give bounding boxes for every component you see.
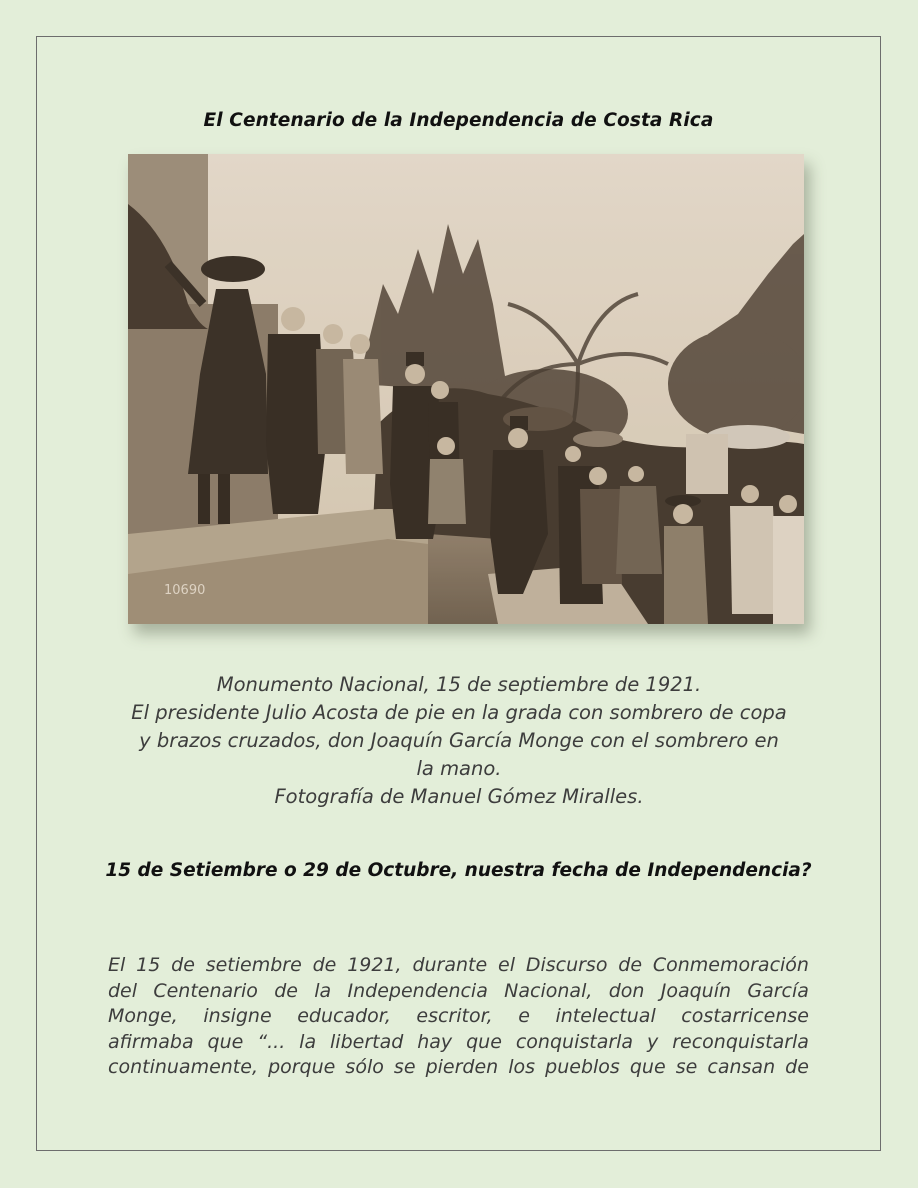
word: Centenario [153, 979, 258, 1002]
word: Conmemoración [652, 954, 809, 976]
word: 15 [136, 954, 161, 976]
archive-number: 10690 [164, 583, 206, 598]
word: setiembre [205, 954, 302, 976]
word: de [171, 954, 195, 976]
word: García [747, 979, 809, 1002]
word: escritor, [416, 1005, 493, 1027]
word: de [312, 954, 337, 976]
word: e [518, 1005, 530, 1027]
word: hay [417, 1030, 453, 1053]
word: Discurso [525, 954, 608, 976]
word: que [207, 1030, 244, 1053]
word: El [108, 954, 126, 976]
word: Nacional, [504, 979, 593, 1002]
historical-photograph [128, 154, 804, 624]
word: y [647, 1030, 659, 1053]
word: don [608, 979, 645, 1002]
document-title: El Centenario de la Independencia de Costa Rica [203, 110, 714, 131]
word: insigne [203, 1005, 272, 1027]
word: porque [268, 1056, 336, 1078]
word: educador, [297, 1005, 391, 1027]
body-paragraph [108, 953, 809, 1081]
word: libertad [330, 1030, 404, 1053]
photo-caption [100, 671, 818, 811]
word: que [629, 1056, 666, 1078]
word: se [393, 1056, 416, 1078]
word: Joaquín [660, 979, 732, 1002]
word: reconquistarla [672, 1030, 809, 1053]
word: Independencia [347, 979, 488, 1002]
caption-line: Fotografía de Manuel Gómez Miralles. [274, 785, 644, 808]
word: el [498, 954, 515, 976]
word: “... [257, 1030, 286, 1053]
word: conquistarla [515, 1030, 634, 1053]
caption-line: y brazos cruzados, don Joaquín García Monge con el sombrero en [139, 729, 779, 752]
word: la [299, 1030, 317, 1053]
word: afirmaba [108, 1030, 194, 1053]
word: que [466, 1030, 502, 1053]
section-heading: 15 de Setiembre o 29 de Octubre, nuestra fecha de Independencia? [105, 860, 812, 881]
word: se [675, 1056, 698, 1078]
word: durante [412, 954, 488, 976]
caption-line: El presidente Julio Acosta de pie en la grada con sombrero de copa [131, 701, 787, 724]
word: de [618, 954, 643, 976]
paragraph-line [108, 953, 809, 979]
word: de [785, 1056, 809, 1078]
caption-line: la mano. [416, 757, 502, 780]
paragraph-line [108, 979, 809, 1005]
word: 1921, [347, 954, 402, 976]
word: Monge, [108, 1005, 178, 1027]
word: pierden [425, 1056, 499, 1078]
word: intelectual [555, 1005, 656, 1027]
word: costarricense [681, 1005, 809, 1027]
word: cansan [707, 1056, 776, 1078]
word: de [274, 979, 298, 1002]
caption-line: Monumento Nacional, 15 de septiembre de 1921. [216, 673, 702, 696]
paragraph-line [108, 1004, 809, 1030]
word: los [508, 1056, 536, 1078]
paragraph-line [108, 1030, 809, 1056]
word: pueblos [545, 1056, 620, 1078]
word: del [108, 979, 138, 1002]
word: sólo [345, 1056, 384, 1078]
word: continuamente, [108, 1056, 258, 1078]
paragraph-line [108, 1055, 809, 1081]
word: la [314, 979, 332, 1002]
